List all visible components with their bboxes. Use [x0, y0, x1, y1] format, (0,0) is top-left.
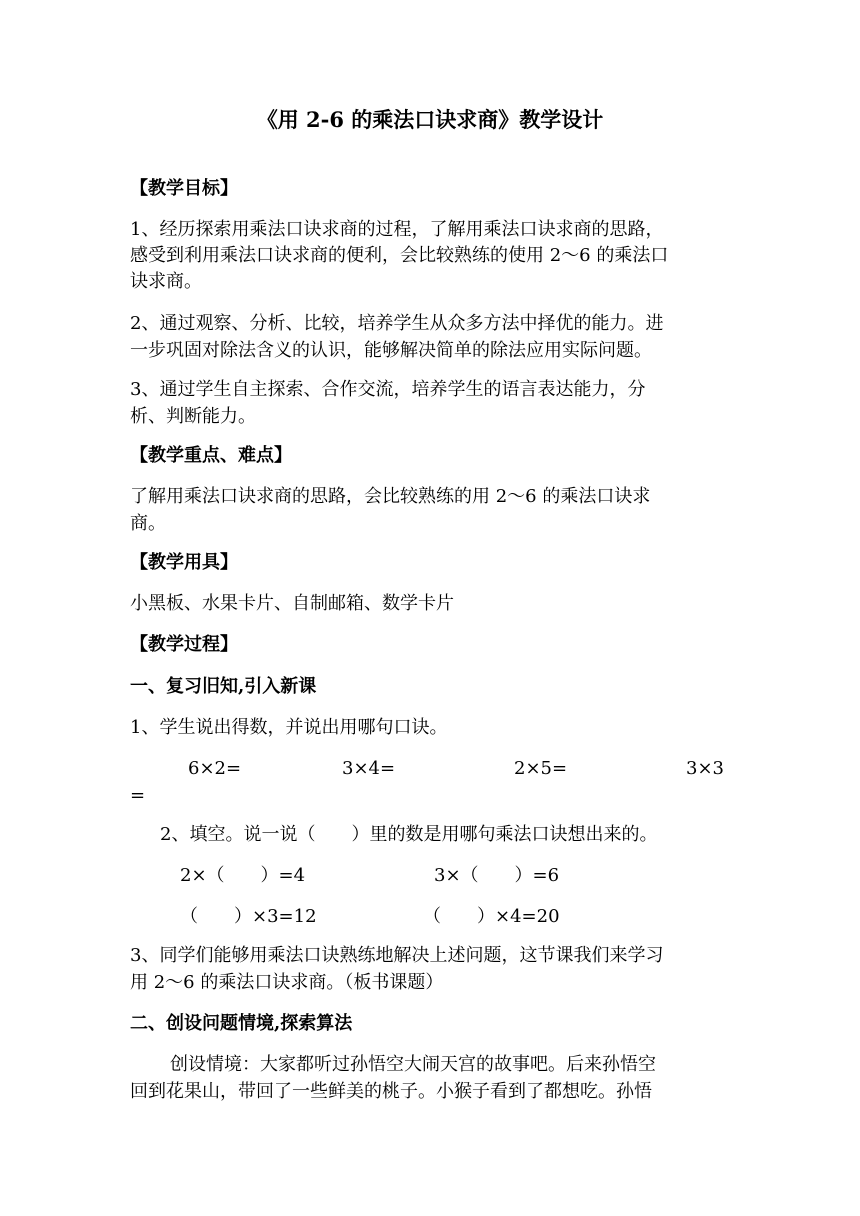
tools-list: 小黑板、水果卡片、自制邮箱、数学卡片 — [130, 593, 454, 614]
part2-heading: 二、创设问题情境,探索算法 — [130, 1013, 353, 1034]
objective-1-line-1: 1、经历探索用乘法口诀求商的过程，了解用乘法口诀求商的思路， — [130, 219, 664, 240]
objective-1-line-3: 诀求商。 — [130, 271, 202, 292]
part1-item-3-line-1: 3、同学们能够用乘法口诀熟练地解决上述问题，这节课我们来学习 — [130, 945, 664, 966]
part1-item-3-line-2: 用 2～6 的乘法口诀求商。（板书课题） — [130, 972, 444, 993]
objective-3-line-1: 3、通过学生自主探索、合作交流，培养学生的语言表达能力，分 — [130, 379, 646, 400]
fill-blank: （ ）×4=20 — [423, 906, 560, 927]
fill-blank: 3×（ ）=6 — [434, 865, 560, 886]
oral-exercise: 2×5= — [514, 758, 568, 779]
oral-exercise: 6×2= — [188, 758, 242, 779]
key-points-heading: 【教学重点、难点】 — [130, 445, 292, 466]
objective-3-line-2: 析、判断能力。 — [130, 406, 256, 427]
oral-exercise: 3×3 — [686, 758, 724, 779]
objective-1-line-2: 感受到利用乘法口诀求商的便利，会比较熟练的使用 2～6 的乘法口 — [130, 245, 669, 266]
part1-item-2: 2、填空。说一说（ ）里的数是用哪句乘法口诀想出来的。 — [160, 824, 658, 845]
objectives-heading: 【教学目标】 — [130, 178, 238, 199]
fill-blank: （ ）×3=12 — [180, 906, 317, 927]
fill-blank: 2×（ ）=4 — [180, 865, 306, 886]
part2-text-line-1: 创设情境：大家都听过孙悟空大闹天宫的故事吧。后来孙悟空 — [170, 1054, 656, 1075]
oral-exercise-wrap: = — [130, 785, 146, 806]
part1-item-1: 1、学生说出得数，并说出用哪句口诀。 — [130, 717, 448, 738]
oral-exercise: 3×4= — [342, 758, 396, 779]
key-points-line-1: 了解用乘法口诀求商的思路，会比较熟练的用 2～6 的乘法口诀求 — [130, 486, 651, 507]
part1-heading: 一、复习旧知,引入新课 — [130, 676, 317, 697]
part2-text-line-2: 回到花果山，带回了一些鲜美的桃子。小猴子看到了都想吃。孙悟 — [130, 1081, 652, 1102]
tools-heading: 【教学用具】 — [130, 552, 238, 573]
document-title: 《用 2-6 的乘法口诀求商》教学设计 — [256, 107, 604, 132]
objective-2-line-1: 2、通过观察、分析、比较，培养学生从众多方法中择优的能力。进 — [130, 313, 664, 334]
key-points-line-2: 商。 — [130, 513, 166, 534]
objective-2-line-2: 一步巩固对除法含义的认识，能够解决简单的除法应用实际问题。 — [130, 340, 652, 361]
process-heading: 【教学过程】 — [130, 634, 238, 655]
